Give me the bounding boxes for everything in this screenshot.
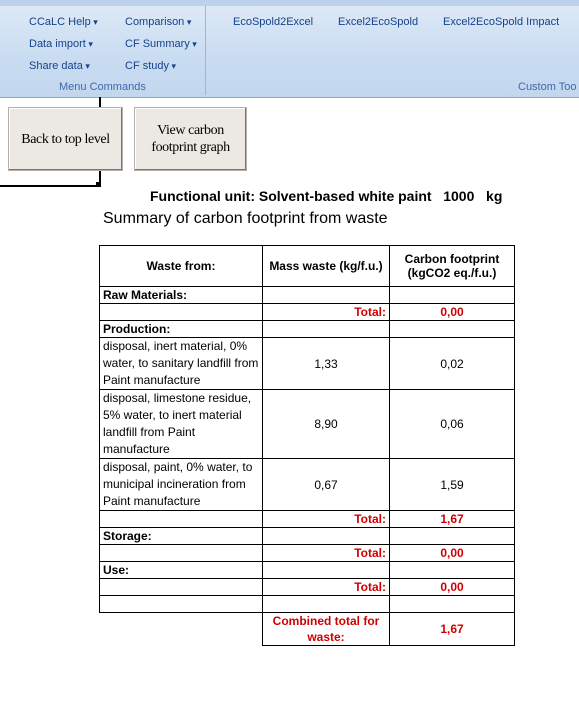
combined-total-label: Combined total for waste: (263, 613, 390, 646)
excel2ecospold-impact-button[interactable]: Excel2EcoSpold Impact (443, 16, 560, 28)
production-row-mass: 8,90 (263, 390, 390, 459)
ccalc-help-button[interactable]: CCaLC Help ▾ (29, 16, 98, 28)
custom-toolbar-label: Custom Too (518, 81, 577, 93)
data-import-button[interactable]: Data import ▾ (29, 38, 93, 50)
production-row-mass: 1,33 (263, 338, 390, 390)
section-production: Production: (100, 321, 263, 338)
section-use: Use: (100, 562, 263, 579)
custom-toolbar-group (207, 6, 579, 95)
table-row (100, 321, 515, 338)
raw-materials-total: 0,00 (390, 304, 515, 321)
raw-materials-total-label: Total: (263, 304, 390, 321)
cf-study-button[interactable]: CF study ▾ (125, 60, 176, 72)
waste-summary-table (99, 245, 515, 646)
table-row (100, 287, 515, 304)
section-storage: Storage: (100, 528, 263, 545)
ecospold2excel-button[interactable]: EcoSpold2Excel (233, 16, 314, 28)
table-row (100, 459, 515, 511)
use-total: 0,00 (390, 579, 515, 596)
back-to-top-level-button[interactable]: Back to top level (8, 107, 123, 171)
storage-total-label: Total: (263, 545, 390, 562)
cf-summary-button[interactable]: CF Summary ▾ (125, 38, 197, 50)
use-total-label: Total: (263, 579, 390, 596)
combined-total: 1,67 (390, 613, 515, 646)
production-row-desc: disposal, paint, 0% water, to municipal incineration from Paint manufacture (100, 459, 263, 511)
page-title: Summary of carbon footprint from waste (103, 210, 388, 227)
header-mass-waste: Mass waste (kg/f.u.) (263, 246, 390, 287)
production-row-cf: 0,06 (390, 390, 515, 459)
table-row (100, 528, 515, 545)
share-data-button[interactable]: Share data ▾ (29, 60, 90, 72)
production-row-desc: disposal, inert material, 0% water, to sanitary landfill from Paint manufacture (100, 338, 263, 390)
fill-handle[interactable] (96, 182, 101, 187)
production-row-cf: 1,59 (390, 459, 515, 511)
menu-commands-group (2, 6, 206, 95)
header-carbon-footprint: Carbon footprint (kgCO2 eq./f.u.) (390, 246, 515, 287)
table-row (100, 390, 515, 459)
table-row (100, 562, 515, 579)
header-waste-from: Waste from: (100, 246, 263, 287)
view-carbon-footprint-graph-button[interactable]: View carbon footprint graph (134, 107, 247, 171)
table-header-row (100, 246, 515, 287)
section-raw-materials: Raw Materials: (100, 287, 263, 304)
table-row (100, 511, 515, 528)
table-row (100, 338, 515, 390)
menu-commands-label: Menu Commands (59, 81, 146, 93)
table-row (100, 579, 515, 596)
storage-total: 0,00 (390, 545, 515, 562)
production-row-mass: 0,67 (263, 459, 390, 511)
production-total: 1,67 (390, 511, 515, 528)
excel2ecospold-button[interactable]: Excel2EcoSpold (338, 16, 419, 28)
production-row-desc: disposal, limestone residue, 5% water, to inert material landfill from Paint manufacture (100, 390, 263, 459)
table-row (100, 596, 515, 613)
functional-unit: Functional unit: Solvent-based white paint 1000 kg (150, 188, 503, 204)
table-row (100, 613, 515, 646)
table-row (100, 304, 515, 321)
ribbon (0, 0, 579, 98)
production-total-label: Total: (263, 511, 390, 528)
comparison-button[interactable]: Comparison ▾ (125, 16, 191, 28)
table-row (100, 545, 515, 562)
production-row-cf: 0,02 (390, 338, 515, 390)
